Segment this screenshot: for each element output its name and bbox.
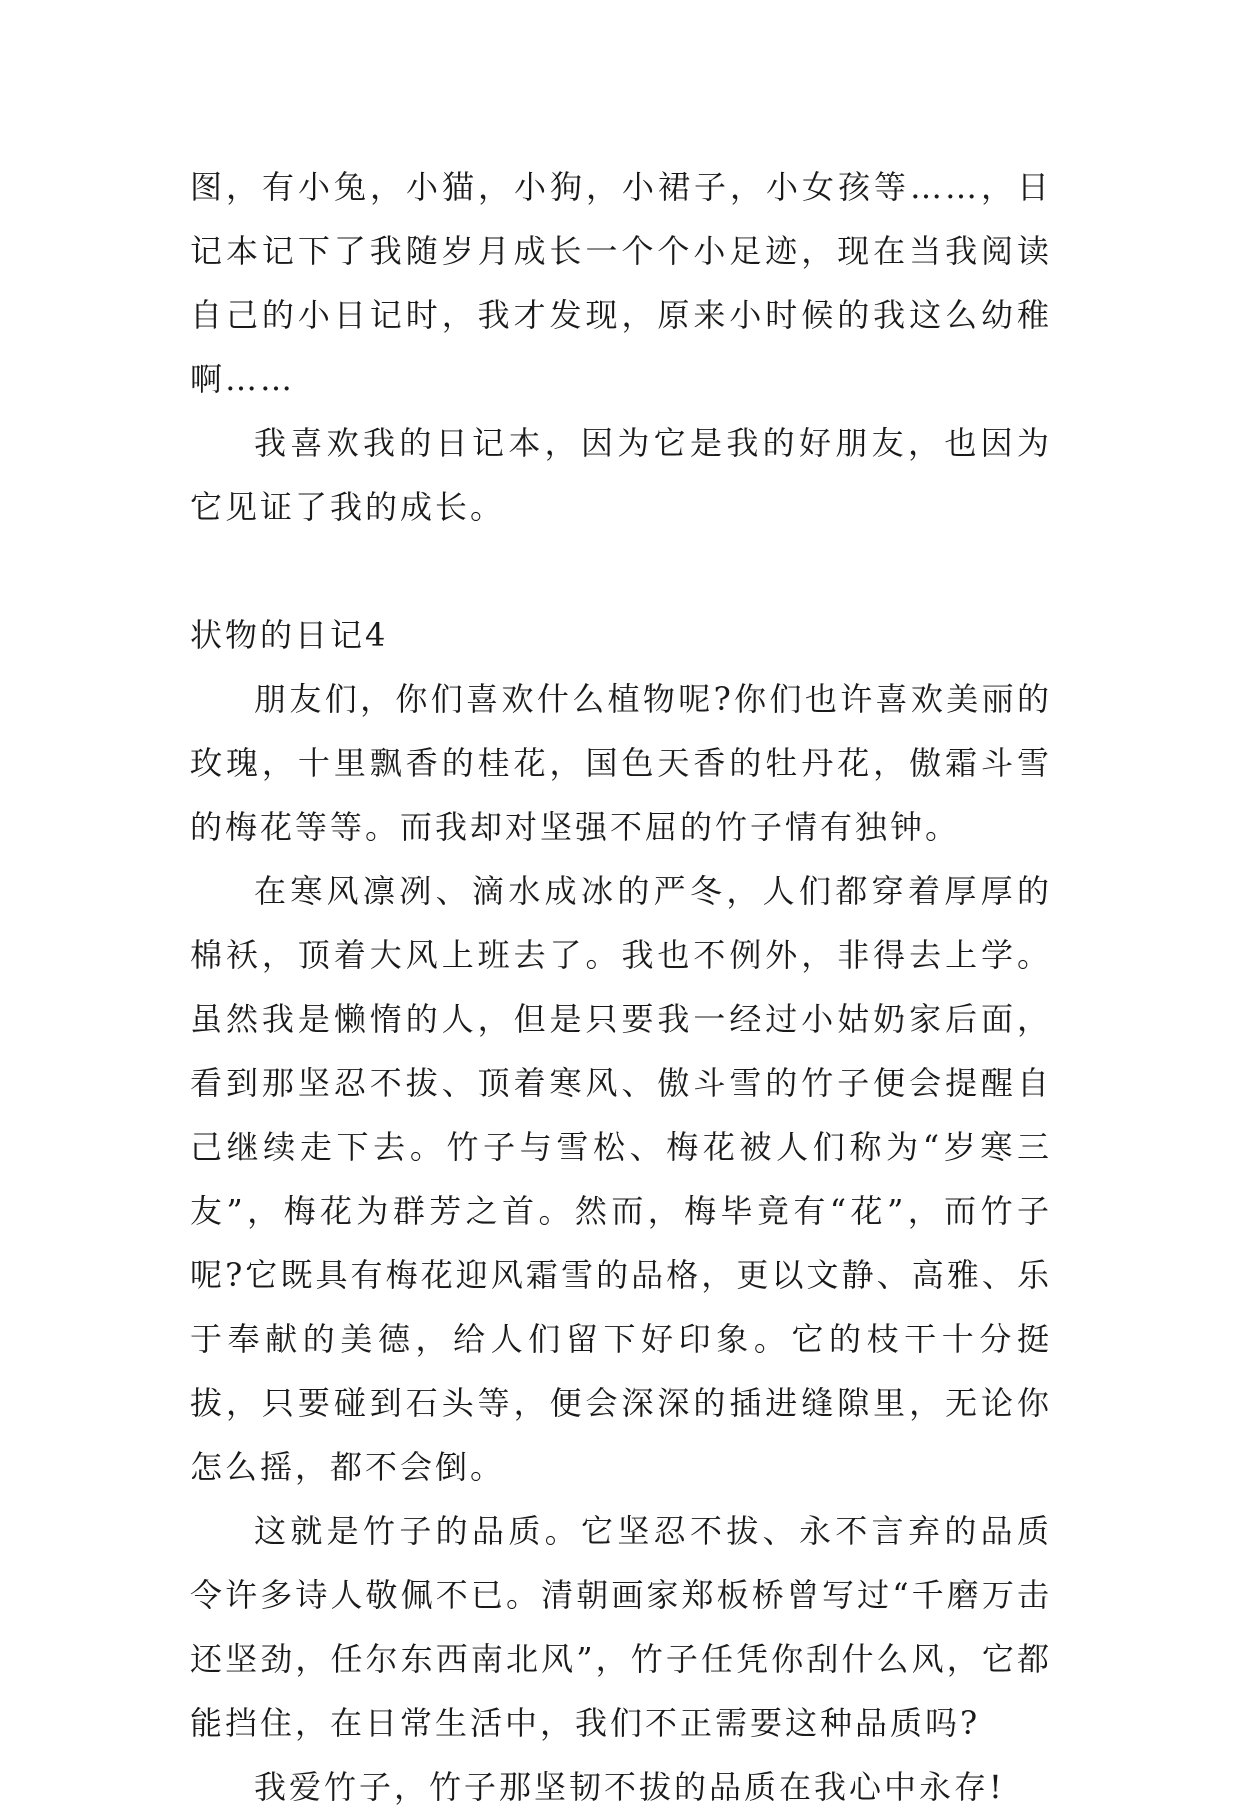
section-title: 状物的日记4 — [190, 616, 389, 654]
document-body — [190, 155, 1052, 1819]
continued-paragraph: 图，有小兔，小猫，小狗，小裙子，小女孩等……，日记本记下了我随岁月成长一个个小足迹，现在当我阅读自己的小日记时，我才发现，原来小时候的我这么幼稚啊…… — [190, 168, 1052, 398]
paragraph-2: 在寒风凛冽、滴水成冰的严冬，人们都穿着厚厚的棉袄，顶着大风上班去了。我也不例外，非得去上学。虽然我是懒惰的人，但是只要我一经过小姑奶家后面，看到那坚忍不拔、顶着寒风、傲斗雪的竹子便会提醒自己继续走下去。竹子与雪松、梅花被人们称为“岁寒三友”，梅花为群芳之首。然而，梅毕竟有“花”，而竹子呢?它既具有梅花迎风霜雪的品格，更以文静、高雅、乐于奉献的美德，给人们留下好印象。它的枝干十分挺拔，只要碰到石头等，便会深深的插进缝隙里，无论你怎么摇，都不会倒。 — [190, 872, 1052, 1486]
paragraph-1: 朋友们，你们喜欢什么植物呢?你们也许喜欢美丽的玫瑰，十里飘香的桂花，国色天香的牡丹花，傲霜斗雪的梅花等等。而我却对坚强不屈的竹子情有独钟。 — [190, 680, 1052, 846]
paragraph-4: 我爱竹子，竹子那坚韧不拔的品质在我心中永存! — [254, 1768, 1005, 1806]
paragraph-3: 这就是竹子的品质。它坚忍不拔、永不言弃的品质令许多诗人敬佩不已。清朝画家郑板桥曾写过“千磨万击还坚劲，任尔东西南北风”，竹子任凭你刮什么风，它都能挡住，在日常生活中，我们不正需要这种品质吗? — [190, 1512, 1052, 1742]
closing-paragraph: 我喜欢我的日记本，因为它是我的好朋友，也因为它见证了我的成长。 — [190, 424, 1052, 526]
